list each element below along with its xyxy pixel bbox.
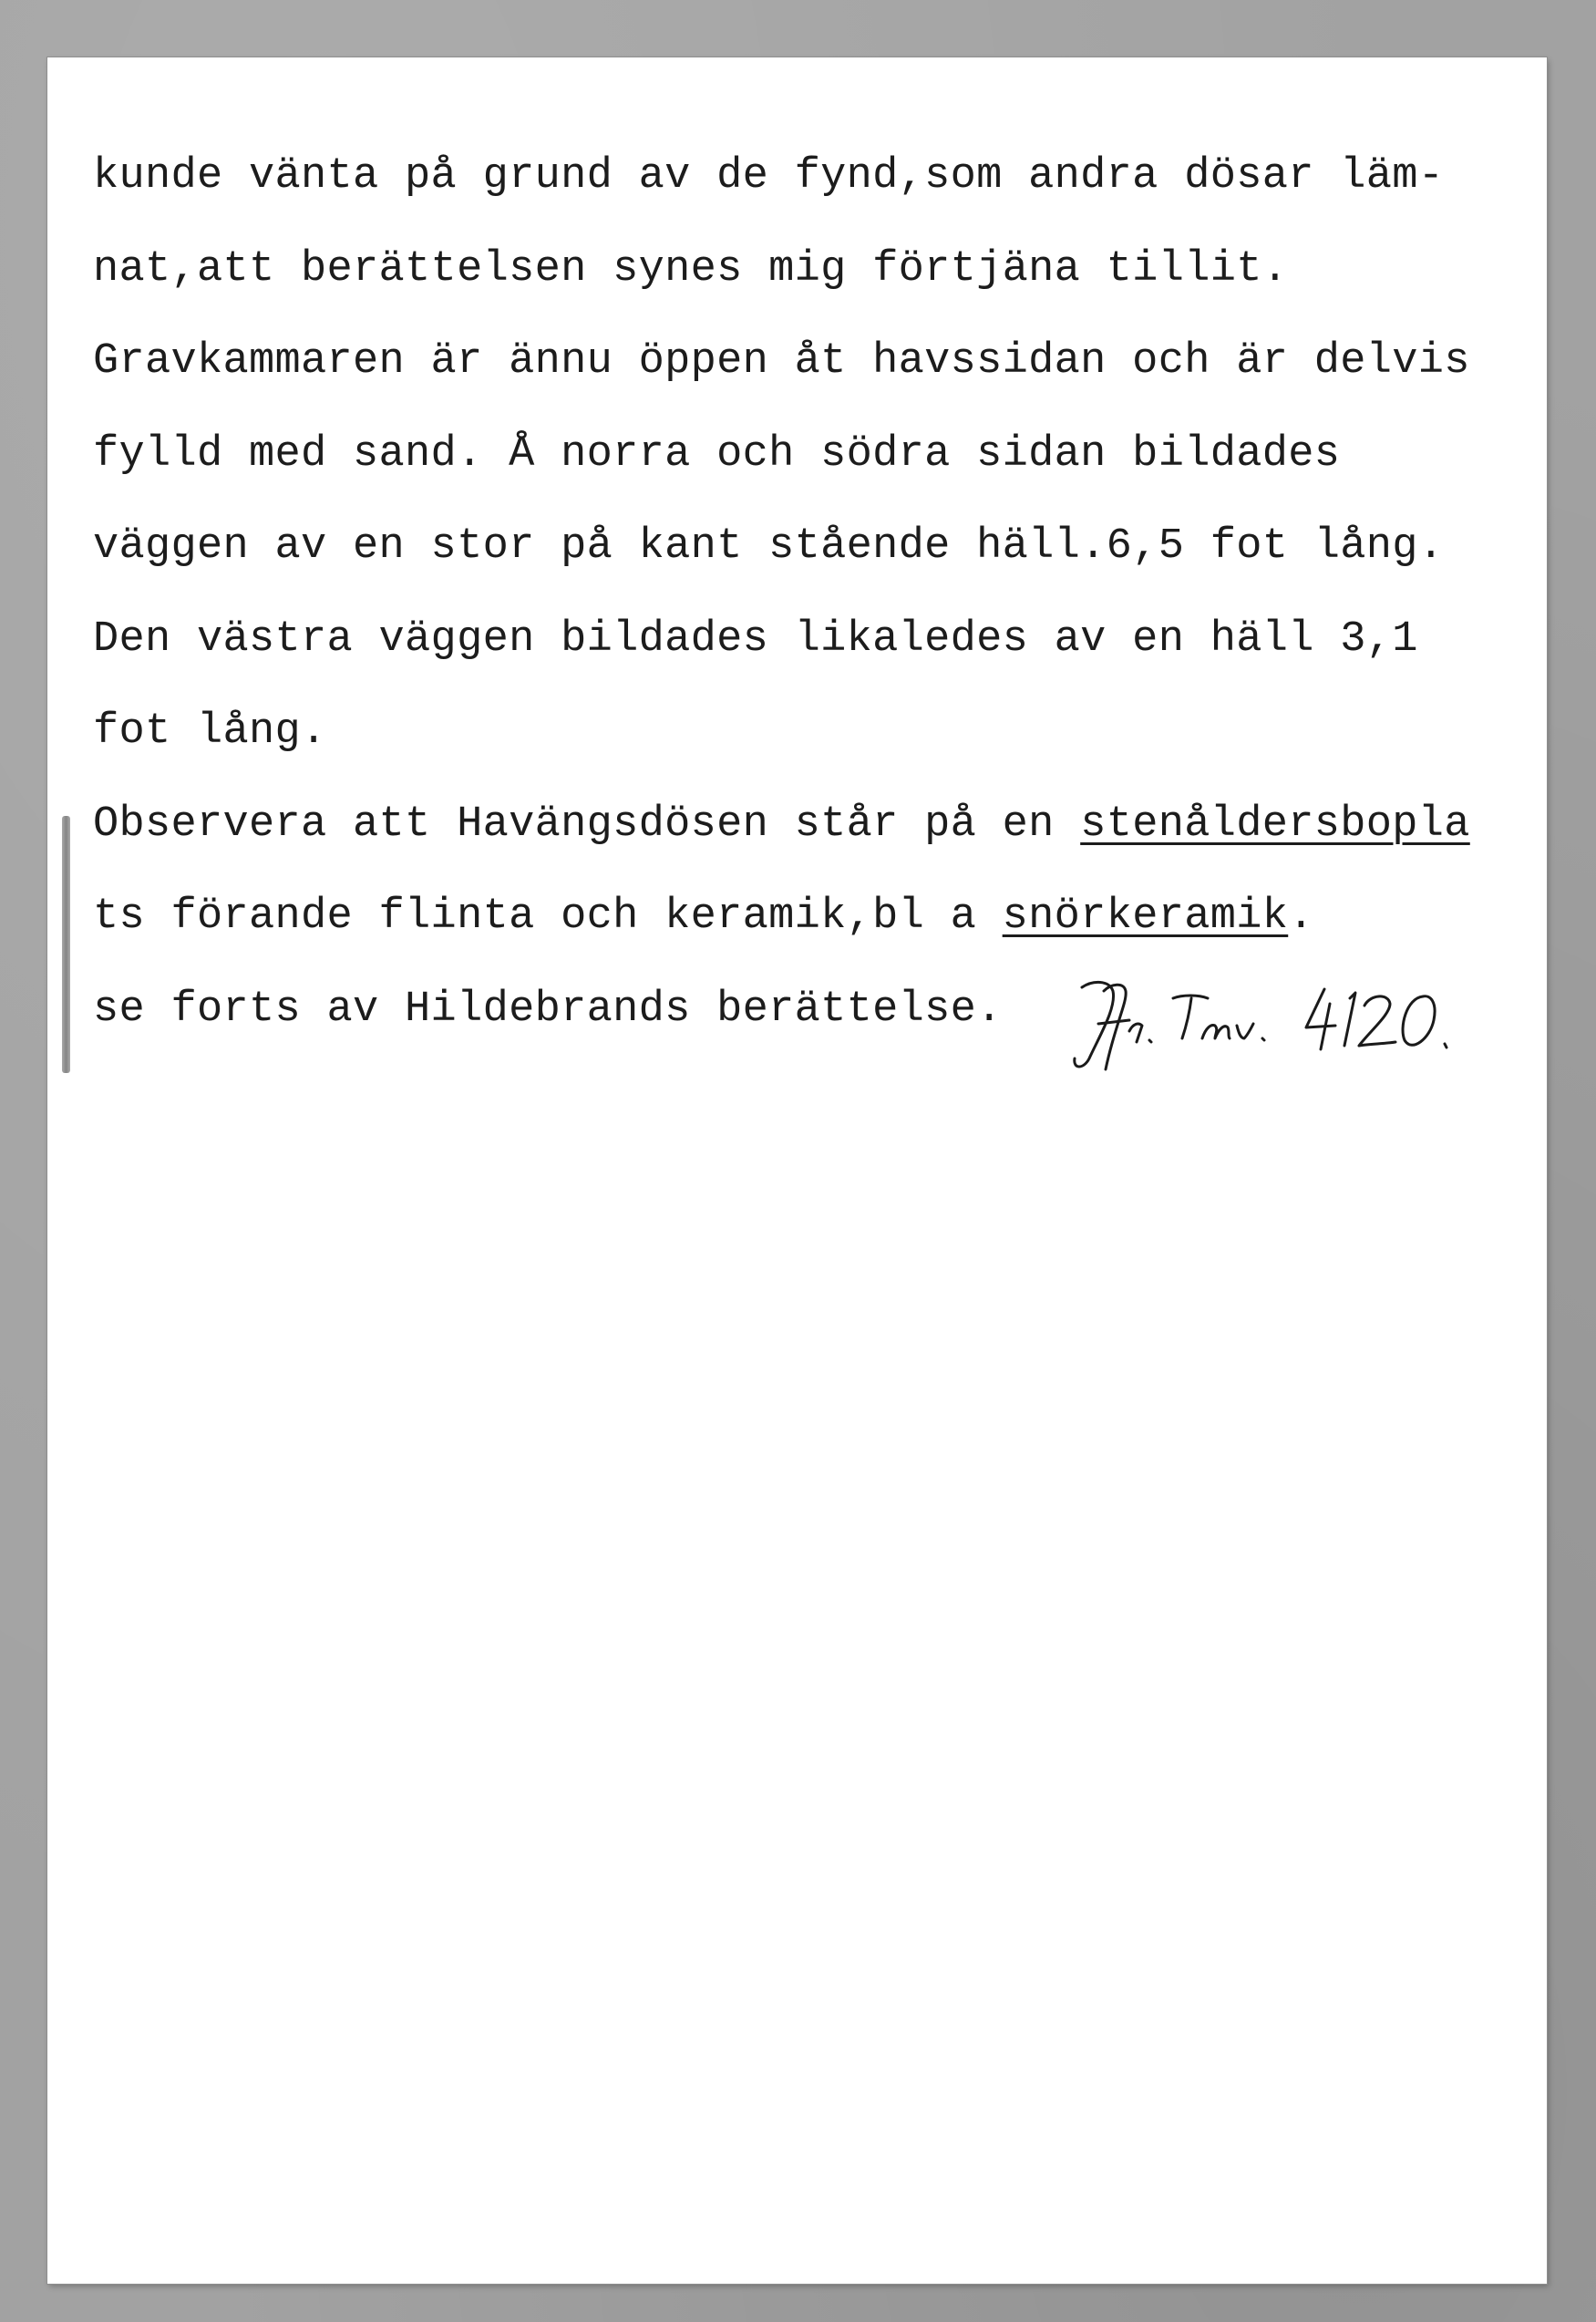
text-segment: se forts av Hildebrands berättelse. bbox=[93, 985, 1003, 1034]
text-line bbox=[93, 779, 1542, 872]
text-line bbox=[93, 593, 1542, 686]
text-segment: nat,att berättelsen synes mig förtjäna tillit. bbox=[93, 244, 1289, 294]
text-segment: . bbox=[1288, 893, 1314, 941]
underlined-term: snörkeramik bbox=[1002, 893, 1289, 941]
text-line bbox=[93, 223, 1542, 316]
text-segment: ts förande flinta och keramik,bl a bbox=[93, 893, 1003, 941]
text-segment: fylld med sand. Å norra och södra sidan bildades bbox=[93, 429, 1341, 479]
handwritten-reference bbox=[1045, 971, 1538, 1080]
text-line bbox=[93, 686, 1542, 779]
underlined-term: stenåldersbopla bbox=[1080, 800, 1470, 849]
text-segment: fot lång. bbox=[93, 707, 327, 756]
text-segment: väggen av en stor på kant stående häll.6,5 fot lång. bbox=[93, 522, 1445, 571]
text-segment: Den västra väggen bildades likaledes av en häll 3,1 bbox=[93, 614, 1418, 664]
handwriting-drawing bbox=[1045, 971, 1538, 1080]
document-card bbox=[47, 57, 1547, 2284]
text-segment: Observera att Havängsdösen står på en bbox=[93, 800, 1081, 849]
typewritten-text bbox=[93, 130, 1542, 1056]
text-segment: kunde vänta på grund av de fynd,som andra dösar läm- bbox=[93, 152, 1445, 201]
margin-pencil-mark bbox=[62, 816, 70, 1073]
text-line bbox=[93, 130, 1542, 223]
text-line bbox=[93, 501, 1542, 593]
text-line bbox=[93, 871, 1542, 964]
text-line bbox=[93, 408, 1542, 501]
text-segment: Gravkammaren är ännu öppen åt havssidan och är delvis bbox=[93, 337, 1470, 386]
text-line bbox=[93, 315, 1542, 408]
